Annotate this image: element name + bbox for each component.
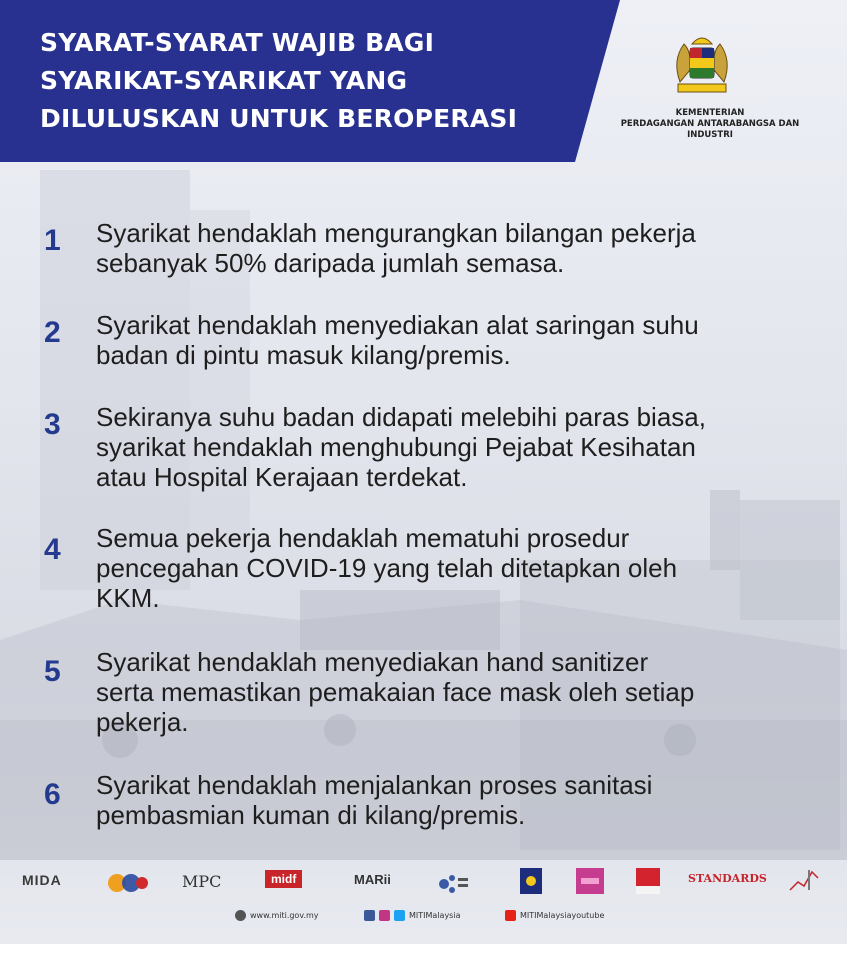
website-text: www.miti.gov.my [250, 911, 319, 920]
smecorp-logo [576, 868, 604, 897]
item-line: Syarikat hendaklah menyediakan alat saringan suhu [96, 310, 699, 340]
item-text [96, 218, 816, 278]
youtube-link[interactable] [505, 910, 604, 921]
mari-logo: MARii [354, 872, 391, 887]
item-number: 3 [44, 408, 61, 441]
matrade-logo [636, 868, 660, 897]
ministry-line-1: KEMENTERIAN [675, 108, 745, 118]
item-line: atau Hospital Kerajaan terdekat. [96, 462, 468, 492]
item-text [96, 310, 816, 370]
title-line-3: DILULUSKAN UNTUK BEROPERASI [40, 104, 518, 133]
item-line: sebanyak 50% daripada jumlah semasa. [96, 248, 565, 278]
item-line: Semua pekerja hendaklah mematuhi prosedur [96, 523, 630, 553]
facebook-icon [364, 910, 375, 921]
mida-logo: MIDA [22, 872, 62, 888]
ministry-line-2: PERDAGANGAN ANTARABANGSA DAN INDUSTRI [620, 119, 800, 140]
msd-logo [436, 872, 470, 899]
item-line: Syarikat hendaklah mengurangkan bilangan pekerja [96, 218, 696, 248]
agency-logo-strip [0, 860, 847, 910]
item-text [96, 647, 816, 737]
item-line: Sekiranya suhu badan didapati melebihi paras biasa, [96, 402, 706, 432]
title-banner [0, 0, 620, 162]
midf-logo: midf [265, 870, 302, 888]
item-number: 6 [44, 778, 61, 811]
title-line-2: SYARIKAT-SYARIKAT YANG [40, 66, 408, 95]
item-number: 1 [44, 224, 61, 257]
item-number: 4 [44, 533, 61, 566]
website-link[interactable] [235, 910, 319, 921]
item-line: pekerja. [96, 707, 189, 737]
instagram-icon [379, 910, 390, 921]
standards-logo: STANDARDS [688, 872, 767, 885]
item-line: pencegahan COVID-19 yang telah ditetapkan oleh [96, 553, 678, 583]
coat-of-arms-logo [662, 30, 742, 100]
item-line: syarikat hendaklah menghubungi Pejabat Kesihatan [96, 432, 696, 462]
globe-icon [235, 910, 246, 921]
mgcc-logo [106, 872, 150, 897]
ministry-name [600, 108, 820, 141]
youtube-icon [505, 910, 516, 921]
item-line: badan di pintu masuk kilang/premis. [96, 340, 511, 370]
social-link[interactable] [364, 910, 460, 921]
mpc-logo: MPC [182, 872, 222, 891]
item-line: serta memastikan pemakaian face mask oleh setiap [96, 677, 695, 707]
item-number: 2 [44, 316, 61, 349]
item-line: Syarikat hendaklah menyediakan hand sanitizer [96, 647, 649, 677]
item-text [96, 402, 816, 492]
invest-kl-logo [788, 864, 824, 897]
footer-links [0, 908, 847, 928]
item-text [96, 523, 816, 613]
item-line: KKM. [96, 583, 160, 613]
social-text: MITIMalaysia [409, 911, 461, 920]
item-line: pembasmian kuman di kilang/premis. [96, 800, 526, 830]
item-text [96, 770, 816, 830]
bottom-strip [0, 944, 847, 960]
sirim-logo [520, 868, 542, 897]
title-line-1: SYARAT-SYARAT WAJIB BAGI [40, 28, 435, 57]
youtube-text: MITIMalaysiayoutube [520, 911, 605, 920]
item-number: 5 [44, 655, 61, 688]
item-line: Syarikat hendaklah menjalankan proses sanitasi [96, 770, 653, 800]
twitter-icon [394, 910, 405, 921]
